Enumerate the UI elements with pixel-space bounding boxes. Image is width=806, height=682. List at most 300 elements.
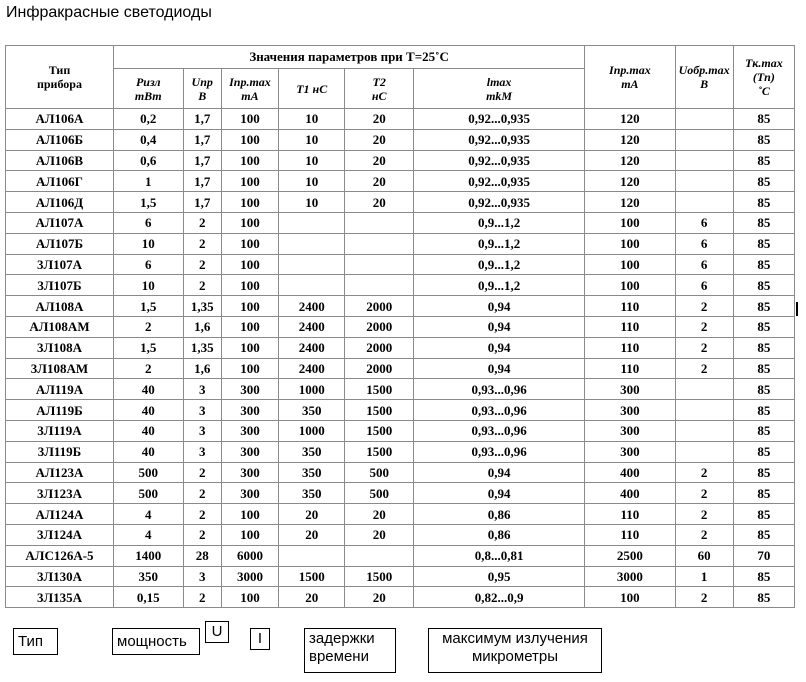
- cell-urev: [675, 192, 733, 213]
- parameters-table: [5, 45, 795, 608]
- cell-voltage: 3: [183, 441, 221, 462]
- table-row: [6, 316, 795, 337]
- cell-current: 100: [221, 192, 278, 213]
- cell-type: АЛ106Д: [6, 192, 114, 213]
- cell-voltage: 2: [183, 524, 221, 545]
- cell-t1: 1000: [279, 420, 345, 441]
- cell-imax: 110: [585, 316, 675, 337]
- cell-t1: 10: [279, 109, 345, 130]
- cell-imax: 2500: [585, 545, 675, 566]
- table-row: [6, 420, 795, 441]
- cell-voltage: 1,6: [183, 316, 221, 337]
- cell-t1: 20: [279, 524, 345, 545]
- cell-current: 3000: [221, 566, 278, 587]
- legend-current: I: [250, 628, 270, 650]
- header-urev-unit: В: [700, 77, 709, 91]
- cell-current: 300: [221, 441, 278, 462]
- cell-t1: 1000: [279, 379, 345, 400]
- cell-current: 100: [221, 109, 278, 130]
- cell-t1: 350: [279, 483, 345, 504]
- cell-imax: 3000: [585, 566, 675, 587]
- cell-lambda: 0,8...0,81: [413, 545, 584, 566]
- cell-current: 300: [221, 420, 278, 441]
- cell-urev: [675, 129, 733, 150]
- cell-t2: 1500: [345, 566, 414, 587]
- cell-temp: 85: [733, 296, 794, 317]
- cell-lambda: 0,94: [413, 296, 584, 317]
- header-t1-unit: нС: [312, 81, 328, 96]
- cell-imax: 120: [585, 129, 675, 150]
- cell-voltage: 2: [183, 254, 221, 275]
- cell-urev: 6: [675, 254, 733, 275]
- cell-voltage: 3: [183, 420, 221, 441]
- cell-power: 40: [113, 441, 183, 462]
- cell-lambda: 0,94: [413, 483, 584, 504]
- cell-t2: [345, 275, 414, 296]
- cell-power: 0,4: [113, 129, 183, 150]
- cell-lambda: 0,9...1,2: [413, 233, 584, 254]
- cell-t2: 500: [345, 483, 414, 504]
- cell-current: 100: [221, 504, 278, 525]
- header-temp: [733, 46, 794, 109]
- cell-type: 3Л123А: [6, 483, 114, 504]
- cell-type: АЛ107Б: [6, 233, 114, 254]
- table-row: [6, 441, 795, 462]
- cell-type: 3Л124А: [6, 524, 114, 545]
- cell-current: 100: [221, 171, 278, 192]
- header-power-symbol: Pизл: [135, 74, 161, 89]
- cell-urev: [675, 379, 733, 400]
- cell-t2: 1500: [345, 441, 414, 462]
- cell-power: 2: [113, 358, 183, 379]
- cell-t1: [279, 254, 345, 275]
- header-current-symbol: Iпр.max: [229, 74, 271, 89]
- table-row: [6, 275, 795, 296]
- cell-t1: 20: [279, 587, 345, 608]
- cell-type: 3Л107А: [6, 254, 114, 275]
- header-imax-symbol: Iпр.max: [609, 63, 651, 77]
- cell-voltage: 1,7: [183, 171, 221, 192]
- cell-voltage: 3: [183, 379, 221, 400]
- table-row: [6, 233, 795, 254]
- cell-type: 3Л119Б: [6, 441, 114, 462]
- cell-imax: 110: [585, 337, 675, 358]
- cell-t2: 20: [345, 109, 414, 130]
- cell-power: 1: [113, 171, 183, 192]
- legend-power: мощность: [112, 628, 200, 655]
- table-row: [6, 504, 795, 525]
- cell-t1: 350: [279, 462, 345, 483]
- cell-t2: 20: [345, 171, 414, 192]
- cell-lambda: 0,9...1,2: [413, 212, 584, 233]
- cell-t1: 1500: [279, 566, 345, 587]
- cell-current: 100: [221, 524, 278, 545]
- cell-lambda: 0,93...0,96: [413, 400, 584, 421]
- cell-voltage: 1,7: [183, 129, 221, 150]
- cell-voltage: 1,35: [183, 337, 221, 358]
- cell-t1: 10: [279, 171, 345, 192]
- cell-t1: 10: [279, 192, 345, 213]
- header-imax: [585, 46, 675, 109]
- cell-temp: 85: [733, 254, 794, 275]
- cell-voltage: 2: [183, 504, 221, 525]
- cell-imax: 120: [585, 150, 675, 171]
- cell-urev: 2: [675, 462, 733, 483]
- header-t2-unit: нС: [371, 88, 387, 103]
- cell-t2: 1500: [345, 420, 414, 441]
- cell-urev: [675, 171, 733, 192]
- cell-lambda: 0,86: [413, 504, 584, 525]
- cell-current: 100: [221, 275, 278, 296]
- cell-imax: 110: [585, 504, 675, 525]
- cell-voltage: 1,7: [183, 192, 221, 213]
- cell-temp: 85: [733, 462, 794, 483]
- cell-t1: 2400: [279, 358, 345, 379]
- cell-power: 1,5: [113, 296, 183, 317]
- cell-current: 300: [221, 400, 278, 421]
- cell-voltage: 1,7: [183, 150, 221, 171]
- cell-lambda: 0,86: [413, 524, 584, 545]
- cell-temp: 85: [733, 566, 794, 587]
- header-temp-symbol: Tк.max: [744, 56, 783, 70]
- cell-imax: 300: [585, 420, 675, 441]
- cell-t2: [345, 545, 414, 566]
- cell-type: 3Л135А: [6, 587, 114, 608]
- cell-lambda: 0,95: [413, 566, 584, 587]
- cell-power: 40: [113, 379, 183, 400]
- page-title: Инфракрасные светодиоды: [6, 4, 212, 21]
- cell-temp: 85: [733, 212, 794, 233]
- cell-type: АЛ106Б: [6, 129, 114, 150]
- cell-voltage: 1,7: [183, 109, 221, 130]
- cell-type: АЛ107А: [6, 212, 114, 233]
- cell-urev: 2: [675, 524, 733, 545]
- cell-imax: 120: [585, 192, 675, 213]
- cell-lambda: 0,94: [413, 462, 584, 483]
- cell-type: АЛ124А: [6, 504, 114, 525]
- table-row: [6, 483, 795, 504]
- cell-imax: 400: [585, 483, 675, 504]
- cell-current: 100: [221, 233, 278, 254]
- cell-t2: 20: [345, 504, 414, 525]
- cell-t2: 2000: [345, 358, 414, 379]
- cell-type: АЛС126А-5: [6, 545, 114, 566]
- cell-t2: [345, 212, 414, 233]
- table-row: [6, 150, 795, 171]
- cell-power: 4: [113, 504, 183, 525]
- header-current: [221, 69, 278, 109]
- table-row: [6, 129, 795, 150]
- cell-t2: [345, 233, 414, 254]
- table-row: [6, 379, 795, 400]
- cell-power: 10: [113, 233, 183, 254]
- cell-current: 100: [221, 316, 278, 337]
- cell-lambda: 0,9...1,2: [413, 275, 584, 296]
- cell-voltage: 3: [183, 566, 221, 587]
- cell-urev: [675, 109, 733, 130]
- cell-t2: 20: [345, 192, 414, 213]
- cell-t1: 2400: [279, 316, 345, 337]
- cell-lambda: 0,92...0,935: [413, 171, 584, 192]
- cell-voltage: 1,35: [183, 296, 221, 317]
- cell-current: 6000: [221, 545, 278, 566]
- table-row: [6, 212, 795, 233]
- table-row: [6, 545, 795, 566]
- cell-t1: 10: [279, 129, 345, 150]
- cell-lambda: 0,93...0,96: [413, 379, 584, 400]
- cell-voltage: 2: [183, 233, 221, 254]
- cell-lambda: 0,94: [413, 316, 584, 337]
- header-t1-symbol: T1: [296, 81, 310, 96]
- cell-temp: 85: [733, 316, 794, 337]
- cell-urev: [675, 400, 733, 421]
- cell-type: АЛ123А: [6, 462, 114, 483]
- cell-t1: [279, 275, 345, 296]
- cell-power: 0,6: [113, 150, 183, 171]
- table-row: [6, 171, 795, 192]
- cell-power: 40: [113, 420, 183, 441]
- table-row: [6, 358, 795, 379]
- cell-temp: 70: [733, 545, 794, 566]
- cell-power: 0,15: [113, 587, 183, 608]
- cell-imax: 110: [585, 524, 675, 545]
- cell-current: 100: [221, 337, 278, 358]
- cell-voltage: 2: [183, 462, 221, 483]
- cell-t1: [279, 212, 345, 233]
- cell-t2: 2000: [345, 316, 414, 337]
- cell-imax: 300: [585, 379, 675, 400]
- cell-urev: 2: [675, 504, 733, 525]
- cell-current: 300: [221, 462, 278, 483]
- cell-temp: 85: [733, 109, 794, 130]
- cell-t2: 2000: [345, 337, 414, 358]
- header-voltage-unit: В: [198, 88, 207, 103]
- legend-radiation: максимум излучения микрометры: [428, 628, 602, 673]
- cell-power: 1,5: [113, 337, 183, 358]
- cell-lambda: 0,93...0,96: [413, 420, 584, 441]
- header-voltage: [183, 69, 221, 109]
- header-voltage-symbol: Uпр: [191, 74, 213, 89]
- cell-temp: 85: [733, 358, 794, 379]
- cell-power: 500: [113, 483, 183, 504]
- cell-power: 4: [113, 524, 183, 545]
- cell-t2: [345, 254, 414, 275]
- cell-power: 6: [113, 212, 183, 233]
- cell-urev: [675, 150, 733, 171]
- cell-type: АЛ119А: [6, 379, 114, 400]
- cell-lambda: 0,94: [413, 337, 584, 358]
- cell-t1: [279, 233, 345, 254]
- table-body: [6, 109, 795, 608]
- cell-type: 3Л119А: [6, 420, 114, 441]
- table-row: [6, 462, 795, 483]
- cell-t1: 350: [279, 441, 345, 462]
- cell-imax: 400: [585, 462, 675, 483]
- cell-t1: 2400: [279, 337, 345, 358]
- legend-type: Тип: [13, 628, 58, 655]
- cell-current: 100: [221, 296, 278, 317]
- cell-urev: 1: [675, 566, 733, 587]
- table-row: [6, 296, 795, 317]
- cell-type: АЛ106Г: [6, 171, 114, 192]
- table-row: [6, 109, 795, 130]
- cell-current: 100: [221, 587, 278, 608]
- cell-urev: 6: [675, 275, 733, 296]
- cell-t2: 20: [345, 524, 414, 545]
- cell-imax: 120: [585, 171, 675, 192]
- cell-type: 3Л107Б: [6, 275, 114, 296]
- cell-type: 3Л108А: [6, 337, 114, 358]
- cell-lambda: 0,92...0,935: [413, 129, 584, 150]
- cell-t1: 2400: [279, 296, 345, 317]
- cell-urev: 2: [675, 316, 733, 337]
- cell-voltage: 2: [183, 212, 221, 233]
- cell-voltage: 2: [183, 587, 221, 608]
- header-type: Тип прибора: [6, 46, 114, 109]
- cell-t2: 2000: [345, 296, 414, 317]
- cell-temp: 85: [733, 129, 794, 150]
- cell-type: 3Л108АМ: [6, 358, 114, 379]
- cell-current: 100: [221, 212, 278, 233]
- cell-imax: 110: [585, 358, 675, 379]
- cell-temp: 85: [733, 400, 794, 421]
- cell-type: АЛ106В: [6, 150, 114, 171]
- header-imax-unit: mA: [621, 77, 639, 91]
- cell-power: 40: [113, 400, 183, 421]
- cell-temp: 85: [733, 233, 794, 254]
- header-temp-unit: ˚C: [757, 84, 770, 98]
- cell-imax: 100: [585, 275, 675, 296]
- cell-power: 1400: [113, 545, 183, 566]
- cell-voltage: 28: [183, 545, 221, 566]
- table-row: [6, 587, 795, 608]
- header-power-unit: mВт: [134, 88, 162, 103]
- cell-lambda: 0,9...1,2: [413, 254, 584, 275]
- cell-urev: 2: [675, 358, 733, 379]
- cell-urev: [675, 441, 733, 462]
- cell-temp: 85: [733, 587, 794, 608]
- cell-urev: 2: [675, 296, 733, 317]
- cell-imax: 300: [585, 441, 675, 462]
- cell-type: АЛ106А: [6, 109, 114, 130]
- cell-voltage: 3: [183, 400, 221, 421]
- cell-voltage: 2: [183, 483, 221, 504]
- cell-temp: 85: [733, 504, 794, 525]
- cell-lambda: 0,92...0,935: [413, 192, 584, 213]
- cell-lambda: 0,93...0,96: [413, 441, 584, 462]
- cell-t2: 1500: [345, 400, 414, 421]
- cell-urev: 6: [675, 233, 733, 254]
- cell-temp: 85: [733, 379, 794, 400]
- cell-power: 350: [113, 566, 183, 587]
- cell-urev: 2: [675, 483, 733, 504]
- cell-temp: 85: [733, 441, 794, 462]
- header-temp-sub: (Tп): [752, 70, 775, 84]
- cell-t1: [279, 545, 345, 566]
- cell-imax: 100: [585, 587, 675, 608]
- cell-urev: 60: [675, 545, 733, 566]
- cell-temp: 85: [733, 150, 794, 171]
- table-row: [6, 400, 795, 421]
- cell-temp: 85: [733, 275, 794, 296]
- cell-current: 300: [221, 483, 278, 504]
- cell-imax: 100: [585, 233, 675, 254]
- cell-current: 100: [221, 254, 278, 275]
- cell-temp: 85: [733, 483, 794, 504]
- header-lambda: [413, 69, 584, 109]
- cell-type: АЛ108А: [6, 296, 114, 317]
- cell-t2: 500: [345, 462, 414, 483]
- cell-imax: 110: [585, 296, 675, 317]
- table-row: [6, 524, 795, 545]
- cell-power: 0,2: [113, 109, 183, 130]
- cell-temp: 85: [733, 524, 794, 545]
- cell-current: 300: [221, 379, 278, 400]
- cell-t2: 20: [345, 587, 414, 608]
- table-row: [6, 192, 795, 213]
- cell-power: 10: [113, 275, 183, 296]
- header-urev: [675, 46, 733, 109]
- header-power: [113, 69, 183, 109]
- cell-voltage: 1,6: [183, 358, 221, 379]
- cell-current: 100: [221, 129, 278, 150]
- table-row: [6, 254, 795, 275]
- cell-imax: 100: [585, 254, 675, 275]
- table-row: [6, 566, 795, 587]
- cell-temp: 85: [733, 337, 794, 358]
- cell-power: 2: [113, 316, 183, 337]
- cell-t1: 20: [279, 504, 345, 525]
- cell-lambda: 0,92...0,935: [413, 109, 584, 130]
- cell-current: 100: [221, 358, 278, 379]
- cell-power: 6: [113, 254, 183, 275]
- cell-current: 100: [221, 150, 278, 171]
- cell-urev: 6: [675, 212, 733, 233]
- cell-lambda: 0,82...0,9: [413, 587, 584, 608]
- cell-t2: 1500: [345, 379, 414, 400]
- cell-urev: [675, 420, 733, 441]
- cell-urev: 2: [675, 587, 733, 608]
- cell-power: 500: [113, 462, 183, 483]
- cell-t2: 20: [345, 129, 414, 150]
- cell-type: АЛ108АМ: [6, 316, 114, 337]
- header-current-unit: mA: [241, 88, 259, 103]
- cell-type: АЛ119Б: [6, 400, 114, 421]
- cell-imax: 300: [585, 400, 675, 421]
- cell-temp: 85: [733, 420, 794, 441]
- cell-power: 1,5: [113, 192, 183, 213]
- cell-imax: 120: [585, 109, 675, 130]
- cell-t2: 20: [345, 150, 414, 171]
- header-t2-symbol: T2: [372, 74, 386, 89]
- text-cursor: [796, 302, 798, 316]
- header-group: Значения параметров при T=25˚С: [113, 46, 584, 69]
- cell-temp: 85: [733, 171, 794, 192]
- cell-urev: 2: [675, 337, 733, 358]
- header-t1: [279, 69, 345, 109]
- header-t2: [345, 69, 414, 109]
- cell-voltage: 2: [183, 275, 221, 296]
- header-lambda-symbol: lmax: [486, 74, 512, 89]
- cell-lambda: 0,94: [413, 358, 584, 379]
- cell-lambda: 0,92...0,935: [413, 150, 584, 171]
- legend-voltage: U: [205, 621, 229, 643]
- cell-temp: 85: [733, 192, 794, 213]
- header-lambda-unit: mkM: [486, 88, 513, 103]
- header-urev-symbol: Uобр.max: [678, 63, 730, 77]
- cell-type: 3Л130А: [6, 566, 114, 587]
- table-row: [6, 337, 795, 358]
